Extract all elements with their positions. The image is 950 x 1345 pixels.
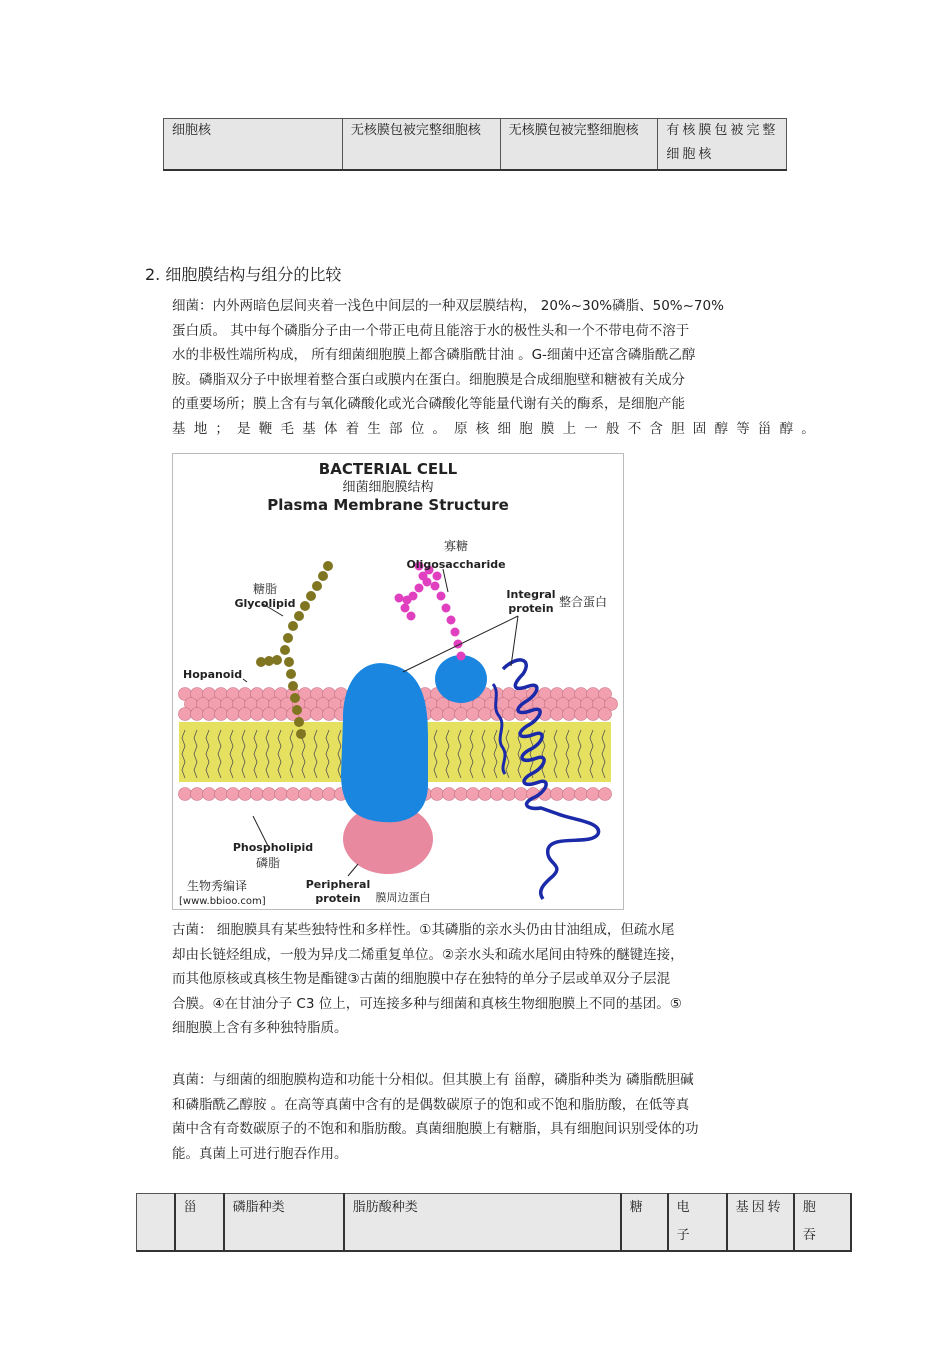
glycolipid-bead xyxy=(300,601,310,611)
table-cell: 脂肪酸种类 xyxy=(344,1194,621,1252)
glycolipid-bead xyxy=(312,581,322,591)
oligosaccharide-bead xyxy=(431,582,440,591)
phospholipid-head xyxy=(323,708,336,721)
phospholipid-head xyxy=(239,708,252,721)
figure-subtitle: Plasma Membrane Structure xyxy=(267,496,509,514)
phospholipid-head xyxy=(563,788,576,801)
label-phospho-cn: 磷脂 xyxy=(255,856,281,870)
glycolipid-bead xyxy=(294,717,304,727)
label-glyco-cn: 糖脂 xyxy=(252,582,278,596)
phospholipid-head xyxy=(575,708,588,721)
phospholipid-head xyxy=(323,788,336,801)
text-line: 水的非极性端所构成， 所有细菌细胞膜上都含磷脂酰甘油 。G-细菌中还富含磷脂酰乙醇 xyxy=(172,347,696,363)
phospholipid-head xyxy=(479,788,492,801)
oligosaccharide-bead xyxy=(451,628,460,637)
oligosaccharide-bead xyxy=(395,594,404,603)
phospholipid-head xyxy=(203,788,216,801)
label-peripheral-en1: Peripheral xyxy=(305,878,371,891)
table-cell: 磷脂种类 xyxy=(224,1194,344,1252)
oligosaccharide-bead xyxy=(407,612,416,621)
comparison-table-top xyxy=(163,118,787,171)
text-line: 能。真菌上可进行胞吞作用。 xyxy=(172,1145,348,1162)
text-line: 合膜。④在甘油分子 C3 位上，可连接多种与细菌和真核生物细胞膜上不同的基团。⑤ xyxy=(172,995,682,1012)
oligosaccharide-bead xyxy=(433,572,442,581)
phospholipid-head xyxy=(467,788,480,801)
glycolipid-bead xyxy=(292,705,302,715)
phospholipid-head xyxy=(431,788,444,801)
table-cell: 甾 xyxy=(175,1194,224,1252)
text-line: 却由长链烃组成，一般为异戊二烯重复单位。②亲水头和疏水尾间由特殊的醚键连接， xyxy=(172,946,684,963)
membrane-figure xyxy=(172,453,624,910)
glycolipid-bead xyxy=(288,621,298,631)
pointer-line xyxy=(443,569,448,592)
label-credit-url: [www.bbioo.com] xyxy=(179,896,266,907)
pointer-line xyxy=(511,616,518,666)
phospholipid-head xyxy=(575,788,588,801)
phospholipid-head xyxy=(251,708,264,721)
phospholipid-head xyxy=(275,788,288,801)
pointer-line xyxy=(348,864,358,876)
pointer-line xyxy=(243,679,247,682)
phospholipid-head xyxy=(299,788,312,801)
table-cell: 无核膜包被完整细胞核 xyxy=(342,119,500,171)
phospholipid-head xyxy=(599,788,612,801)
label-glyco-en: Glycolipid xyxy=(234,597,296,610)
text-line: 真菌：与细菌的细胞膜构造和功能十分相似。但其膜上有 甾醇，磷脂种类为 磷脂酰胆碱 xyxy=(172,1072,694,1088)
glycolipid-bead xyxy=(323,561,333,571)
oligosaccharide-bead xyxy=(415,584,424,593)
oligosaccharide-bead xyxy=(401,604,410,613)
glycolipid-bead xyxy=(288,681,298,691)
text-line: 菌中含有奇数碳原子的不饱和和脂肪酸。真菌细胞膜上有糖脂，具有细胞间识别受体的功 xyxy=(172,1121,699,1137)
fungi-paragraph xyxy=(172,1068,812,1166)
oligosaccharide-bead xyxy=(457,652,466,661)
table-row xyxy=(137,1194,852,1252)
phospholipid-head xyxy=(311,788,324,801)
table-cell: 基因转 xyxy=(727,1194,794,1252)
section-heading: 2. 细胞膜结构与组分的比较 xyxy=(145,265,342,284)
phospholipid-head xyxy=(251,788,264,801)
phospholipid-head xyxy=(551,788,564,801)
phospholipid-head xyxy=(479,708,492,721)
integral-protein-shape xyxy=(341,663,428,822)
phospholipid-head xyxy=(203,708,216,721)
phospholipid-head xyxy=(275,708,288,721)
glycolipid-bead xyxy=(318,571,328,581)
label-hopanoid: Hopanoid xyxy=(183,668,243,681)
text-line: 而其他原核或真核生物是酯键③古菌的细胞膜中存在独特的单分子层或单双分子层混 xyxy=(172,971,671,987)
phospholipid-head xyxy=(491,788,504,801)
table-cell: 胞 吞 xyxy=(794,1194,851,1252)
phospholipid-head xyxy=(263,708,276,721)
label-integral-en1: Integral xyxy=(506,588,556,601)
label-integral-en2: protein xyxy=(508,602,554,615)
table-cell: 糖 xyxy=(621,1194,668,1252)
label-oligo-en: Oligosaccharide xyxy=(406,558,506,571)
label-credit-cn: 生物秀编译 xyxy=(187,879,248,893)
text-line: 细菌：内外两暗色层间夹着一浅色中间层的一种双层膜结构， 20%~30%磷脂、50%~70% xyxy=(172,298,724,314)
text-line: 胺。磷脂双分子中嵌埋着整合蛋白或膜内在蛋白。细胞膜是合成细胞壁和糖被有关成分 xyxy=(172,371,685,388)
oligosaccharide-bead xyxy=(447,616,456,625)
phospholipid-head xyxy=(227,708,240,721)
label-peripheral-en2: protein xyxy=(315,892,361,905)
table-row xyxy=(164,119,787,171)
text-line: 蛋白质。 其中每个磷脂分子由一个带正电荷且能溶于水的极性头和一个不带电荷不溶于 xyxy=(172,322,690,339)
figure-title-cn: 细菌细胞膜结构 xyxy=(342,480,434,495)
oligosaccharide-bead xyxy=(403,596,412,605)
label-peripheral-cn: 膜周边蛋白 xyxy=(375,891,431,904)
figure-title-en: BACTERIAL CELL xyxy=(318,460,458,478)
glycolipid-bead xyxy=(286,669,296,679)
phospholipid-head xyxy=(215,708,228,721)
table-cell: 有核膜包被完整细胞核 xyxy=(658,119,787,171)
text-line: 基地；是鞭毛基体着生部位。原核细胞膜上一般不含胆固醇等甾醇。 xyxy=(172,420,823,437)
phospholipid-head xyxy=(455,708,468,721)
glycolipid-bead xyxy=(306,591,316,601)
oligosaccharide-chain xyxy=(395,562,466,661)
archaea-paragraph xyxy=(172,918,812,1041)
phospholipid-head xyxy=(443,788,456,801)
phospholipid-head xyxy=(239,788,252,801)
phospholipid-head xyxy=(503,708,516,721)
label-integral-cn: 整合蛋白 xyxy=(558,595,608,609)
label-oligo-cn: 寡糖 xyxy=(443,539,469,553)
bacteria-paragraph xyxy=(172,294,823,441)
oligosaccharide-bead xyxy=(442,604,451,613)
phospholipid-head xyxy=(311,708,324,721)
table-cell xyxy=(137,1194,175,1252)
phospholipid-head xyxy=(515,788,528,801)
membrane-diagram xyxy=(173,454,623,909)
glycolipid-bead xyxy=(294,611,304,621)
phospholipid-head xyxy=(467,708,480,721)
phospholipid-head xyxy=(191,788,204,801)
table-cell: 电 子 xyxy=(668,1194,727,1252)
phospholipid-head xyxy=(443,708,456,721)
small-protein-shape xyxy=(435,655,487,703)
table-cell: 细胞核 xyxy=(164,119,343,171)
text-line: 细胞膜上含有多种独特脂质。 xyxy=(172,1020,348,1036)
label-phospho-en: Phospholipid xyxy=(232,841,314,854)
glycolipid-bead xyxy=(283,633,293,643)
phospholipid-head xyxy=(599,708,612,721)
phospholipid-head xyxy=(455,788,468,801)
phospholipid-head xyxy=(191,708,204,721)
phospholipid-head xyxy=(587,708,600,721)
text-line: 的重要场所；膜上含有与氧化磷酸化或光合磷酸化等能量代谢有关的酶系，是细胞产能 xyxy=(172,396,685,412)
glycolipid-bead xyxy=(284,657,294,667)
phospholipid-head xyxy=(587,788,600,801)
phospholipid-head xyxy=(227,788,240,801)
phospholipid-head xyxy=(263,788,276,801)
comparison-table-bottom xyxy=(136,1193,852,1252)
phospholipid-head xyxy=(179,708,192,721)
glycolipid-bead xyxy=(280,645,290,655)
phospholipid-head xyxy=(431,708,444,721)
table-cell: 无核膜包被完整细胞核 xyxy=(500,119,658,171)
phospholipid-head xyxy=(215,788,228,801)
glycolipid-bead xyxy=(296,729,306,739)
glycolipid-bead xyxy=(290,693,300,703)
phospholipid-head xyxy=(563,708,576,721)
phospholipid-head xyxy=(287,788,300,801)
text-line: 古菌： 细胞膜具有某些独特性和多样性。①其磷脂的亲水头仍由甘油组成，但疏水尾 xyxy=(172,922,675,938)
phospholipid-head xyxy=(551,708,564,721)
phospholipid-head xyxy=(503,788,516,801)
text-line: 和磷脂酰乙醇胺 。在高等真菌中含有的是偶数碳原子的饱和或不饱和脂肪酸，在低等真 xyxy=(172,1096,690,1113)
oligosaccharide-bead xyxy=(437,592,446,601)
phospholipid-head xyxy=(179,788,192,801)
glycolipid-bead xyxy=(256,657,266,667)
